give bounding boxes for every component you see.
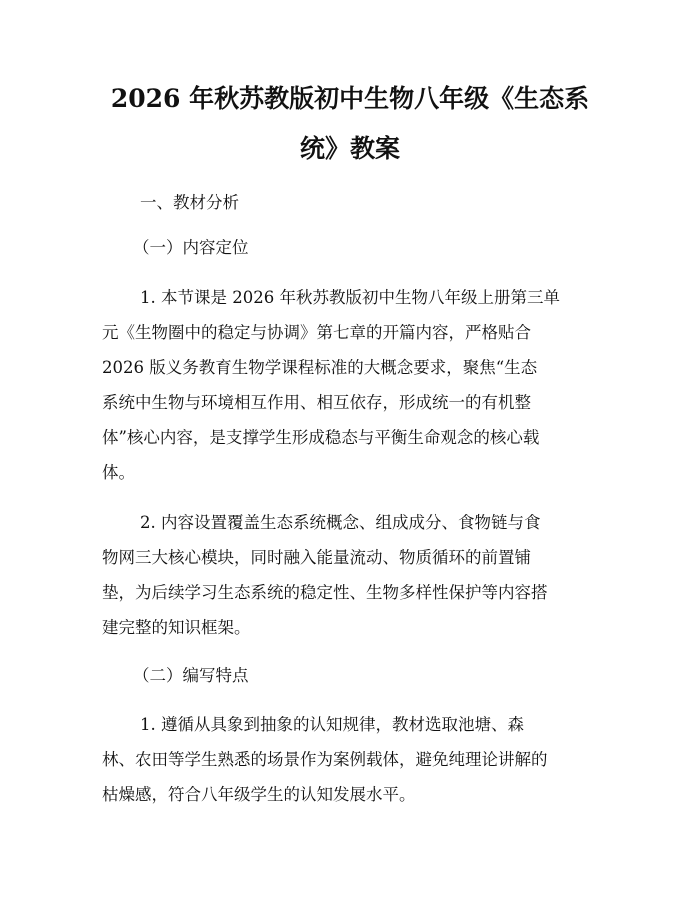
paragraph-1-line-4: 系统中生物与环境相互作用、相互依存，形成统一的有机整	[102, 393, 531, 412]
paragraph-3-line-2: 林、农田等学生熟悉的场景作为案例载体，避免纯理论讲解的	[102, 750, 548, 769]
paragraph-2-line-3: 垫，为后续学习生态系统的稳定性、生物多样性保护等内容搭	[102, 583, 548, 602]
paragraph-1-line-3: 2026 版义务教育生物学课程标准的大概念要求，聚焦“生态	[102, 358, 538, 377]
paragraph-3-line-3: 枯燥感，符合八年级学生的认知发展水平。	[102, 785, 416, 804]
paragraph-1-line-6: 体。	[102, 463, 135, 482]
paragraph-2-line-4: 建完整的知识框架。	[102, 618, 251, 637]
subsection-heading-writing-features: （二）编写特点	[133, 666, 249, 685]
paragraph-2-line-1: 2. 内容设置覆盖生态系统概念、组成成分、食物链与食	[140, 513, 541, 532]
document-title-line-1: 2026 年秋苏教版初中生物八年级《生态系	[110, 84, 590, 113]
paragraph-1-line-2: 元《生物圈中的稳定与协调》第七章的开篇内容，严格贴合	[102, 323, 531, 342]
paragraph-3-line-1: 1. 遵循从具象到抽象的认知规律，教材选取池塘、森	[140, 715, 524, 734]
document-title-line-2: 统》教案	[299, 134, 400, 163]
paragraph-1-line-1: 1. 本节课是 2026 年秋苏教版初中生物八年级上册第三单	[140, 288, 560, 307]
section-heading-teaching-material-analysis: 一、教材分析	[140, 193, 239, 212]
subsection-heading-content-positioning: （一）内容定位	[133, 238, 249, 257]
paragraph-2-line-2: 物网三大核心模块，同时融入能量流动、物质循环的前置铺	[102, 548, 531, 567]
paragraph-1-line-5: 体”核心内容，是支撑学生形成稳态与平衡生命观念的核心载	[102, 428, 540, 447]
